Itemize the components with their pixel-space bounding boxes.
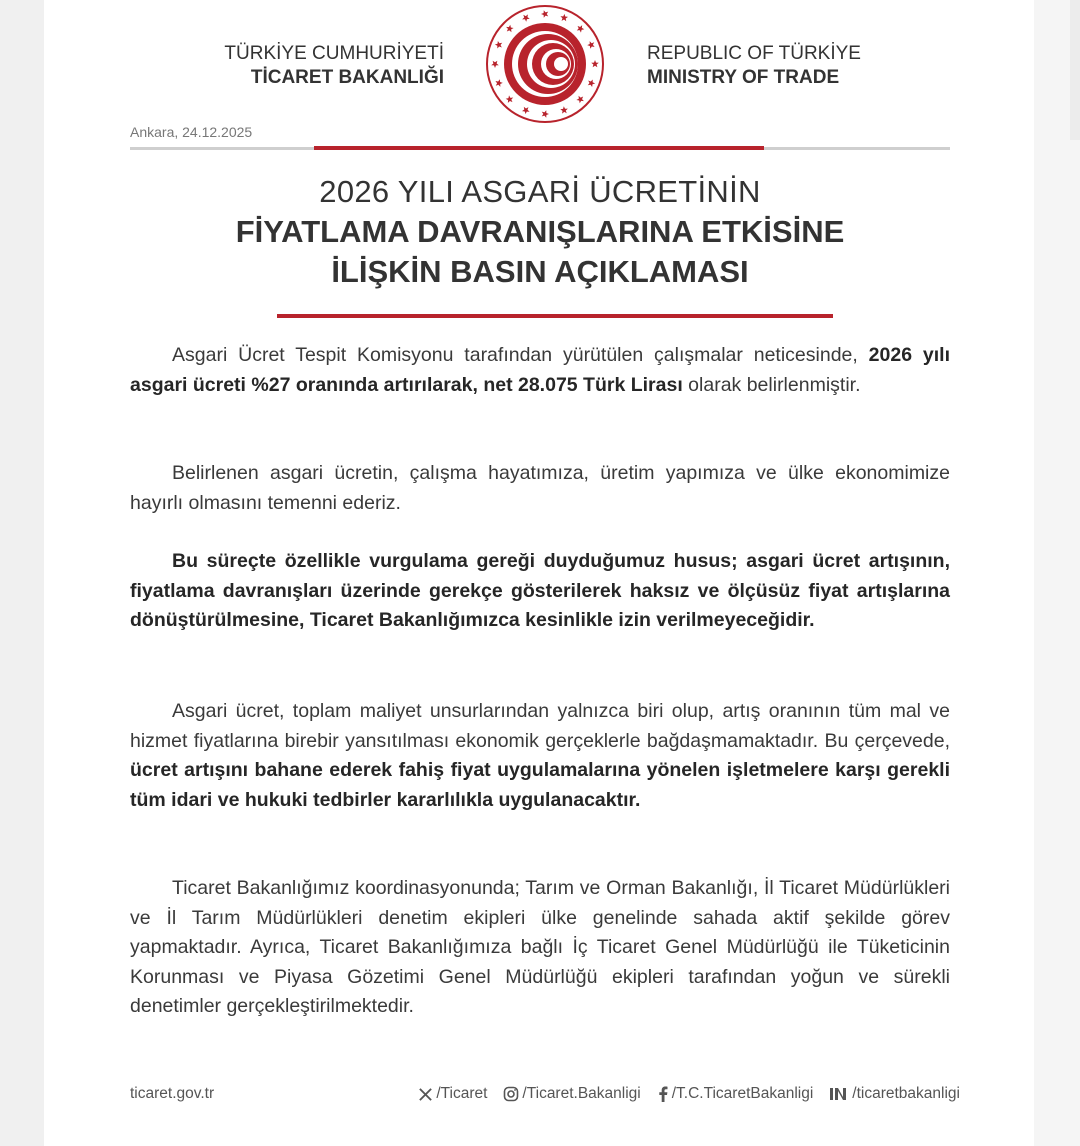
seal-star <box>506 25 514 33</box>
x-icon <box>418 1087 433 1102</box>
nsosyal-link[interactable] <box>829 1085 960 1103</box>
paragraph-1-text: Asgari Ücret Tespit Komisyonu tarafından yürütülen çalışmalar neticesinde, <box>172 344 869 366</box>
seal-star <box>541 10 548 18</box>
page-title <box>130 172 950 292</box>
social-links <box>418 1085 960 1103</box>
seal-star <box>506 95 514 103</box>
paragraph-3: Bu süreçte özellikle vurgulama gereği duyduğumuz husus; asgari ücret artışının, fiyatlama davranışları üzerinde gerekçe gösterilerek haksız ve ölçüsüz fiyat artışlarına dönüştürülmesine, Ticaret Bakanlığımızca kesinlikle izin verilmeyeceğidir. <box>130 550 950 631</box>
facebook-icon <box>657 1086 669 1102</box>
paragraph-4-text: Asgari ücret, toplam maliyet unsurlarından yalnızca biri olup, artış oranının tüm mal ve hizmet fiyatlarına birebir yansıtılması ekonomik gerçeklerle bağdaşmamaktadır. Bu çerçevede, <box>130 700 950 752</box>
paragraph-4 <box>130 697 950 815</box>
seal-star <box>495 79 502 87</box>
header-en-line1: REPUBLIC OF TÜRKİYE <box>647 43 861 64</box>
x-handle: /Ticaret <box>436 1085 488 1102</box>
release-date: Ankara, 24.12.2025 <box>130 124 253 140</box>
instagram-handle: /Ticaret.Bakanligi <box>522 1085 641 1102</box>
seal-star <box>542 110 549 118</box>
seal-star <box>560 14 568 21</box>
viewer-side-panel <box>1034 0 1080 1146</box>
paragraph-4-highlight: ücret artışını bahane ederek fahiş fiyat uygulamalarına yönelen işletmelere karşı gerekli tüm idari ve hukuki tedbirler kararlılıkla uygulanacaktır. <box>130 759 950 811</box>
seal-star <box>491 61 499 68</box>
x-link[interactable] <box>418 1085 487 1103</box>
header-turkish <box>224 42 444 90</box>
nsosyal-icon <box>829 1086 849 1102</box>
header-tr-line2: TİCARET BAKANLIĞI <box>250 67 444 88</box>
paragraph-5: Ticaret Bakanlığımız koordinasyonunda; Tarım ve Orman Bakanlığı, İl Ticaret Müdürlükleri ve İl Tarım Müdürlükleri denetim ekipleri ülke genelinde sahada aktif şekilde görev yapmaktadır. Ayrıca, Ticaret Bakanlığımıza bağlı İç Ticaret Genel Müdürlüğü ile Tüketicinin Korunması ve Piyasa Gözetimi Genel Müdürlüğü ekipleri tarafından yoğun ve sürekli denetimler gerçekleştirilmektedir. <box>130 877 950 1017</box>
seal-star <box>577 25 585 33</box>
website-link[interactable]: ticaret.gov.tr <box>130 1085 215 1102</box>
facebook-handle: /T.C.TicaretBakanligi <box>671 1085 814 1102</box>
seal-star <box>560 106 568 113</box>
title-line1: 2026 YILI ASGARİ ÜCRETİNİN <box>319 174 761 209</box>
title-line2: FİYATLAMA DAVRANIŞLARINA ETKİSİNE <box>235 214 845 249</box>
title-accent-divider <box>277 314 833 318</box>
seal-star <box>576 96 584 104</box>
paragraph-1 <box>130 341 950 400</box>
paragraph-1-highlight: 2026 yılı asgari ücreti %27 oranında artırılarak, net 28.075 Türk Lirası <box>130 344 950 396</box>
paragraph-2: Belirlenen asgari ücretin, çalışma hayatımıza, üretim yapımıza ve ülke ekonomimize hayırlı olmasını temenni ederiz. <box>130 462 950 514</box>
seal-star <box>495 41 502 49</box>
seal-star <box>588 79 595 87</box>
nsosyal-handle: /ticaretbakanligi <box>852 1085 960 1102</box>
seal-star <box>591 60 599 67</box>
seal-star <box>522 107 530 114</box>
ministry-seal-icon <box>484 3 606 125</box>
paragraph-1-end: olarak belirlenmiştir. <box>682 373 861 396</box>
seal-star <box>522 14 530 21</box>
facebook-link[interactable] <box>657 1085 814 1103</box>
seal-star <box>587 41 594 49</box>
viewer-side-tab <box>1070 0 1080 140</box>
title-line3: İLİŞKİN BASIN AÇIKLAMASI <box>331 254 749 289</box>
header-accent-divider <box>314 146 764 150</box>
header-en-line2: MINISTRY OF TRADE <box>647 67 840 88</box>
instagram-link[interactable] <box>503 1085 640 1103</box>
header-english <box>647 42 907 90</box>
instagram-icon <box>503 1086 519 1102</box>
press-release-page <box>44 0 1034 1146</box>
header-tr-line1: TÜRKİYE CUMHURİYETİ <box>224 43 444 64</box>
footer <box>130 1085 960 1109</box>
